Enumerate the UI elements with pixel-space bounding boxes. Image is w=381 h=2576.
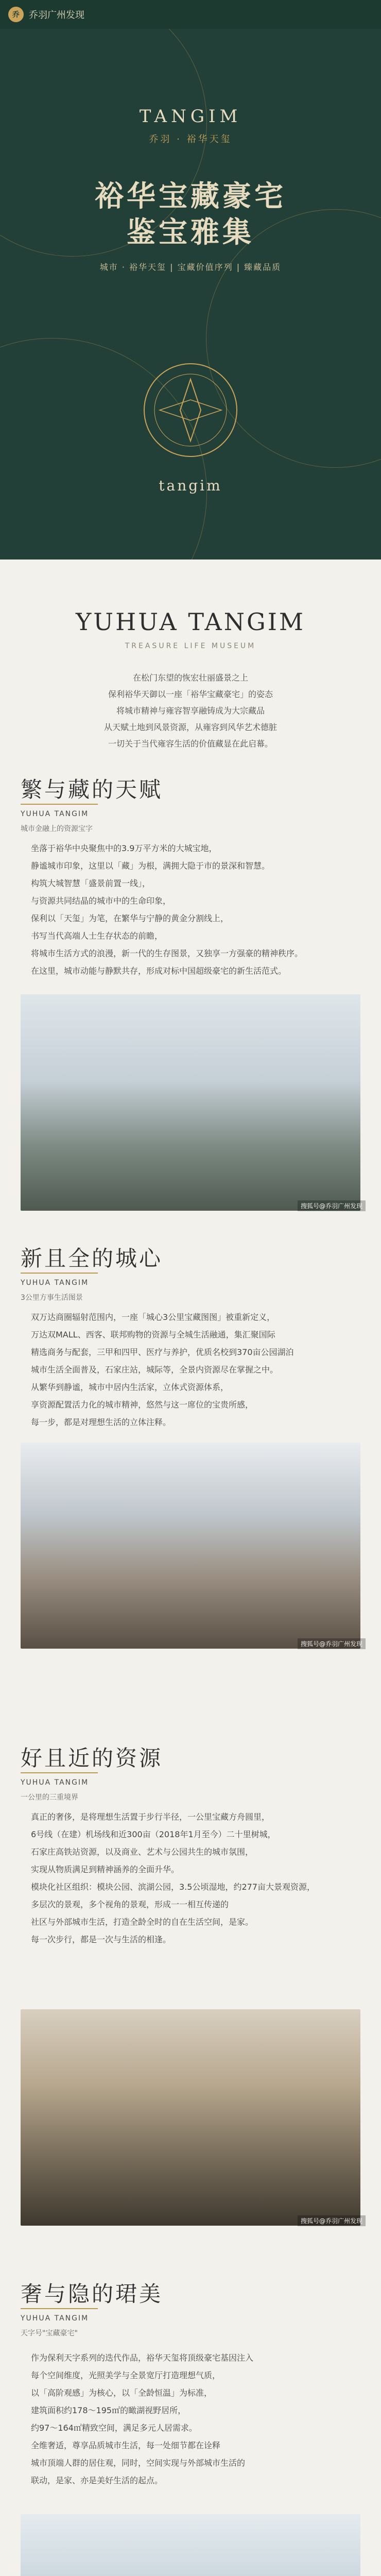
section4-en: YUHUA TANGIM — [21, 2314, 89, 2323]
lobby-interior-image — [21, 2009, 360, 2226]
text-line: 静谧城市印象，这里以「藏」为根，满拥大隐于市的景深和智慧。 — [31, 861, 270, 871]
section1-en: YUHUA TANGIM — [21, 810, 89, 818]
brand-name[interactable]: 乔羽广州发现 — [29, 10, 84, 21]
hero-brand: TANGIM — [139, 106, 242, 127]
section4-text — [31, 2349, 350, 2489]
intro-line: 一切关于当代雍容生活的价值藏显在此启幕。 — [108, 739, 273, 749]
section1-caption: 城市金融上的资源宝字 — [21, 825, 93, 833]
hero-emblem-text: tangim — [159, 477, 222, 494]
intro-subtitle: TREASURE LIFE MUSEUM — [125, 642, 256, 650]
text-line: 石家庄高铁站资源，以及商业、艺术与公园共生的城市氛围， — [31, 1847, 254, 1857]
text-line: 作为保利天字系列的迭代作品，裕华天玺将顶级豪宅基因注入 — [31, 2353, 254, 2363]
text-line: 享资源配置活力化的城市精神，悠然与这一席位的宝贵所感， — [31, 1400, 254, 1410]
text-line: 书写当代高端人士生存状态的前瞻， — [31, 931, 163, 941]
intro-line: 保利裕华天御以一座「裕华宝藏豪宅」的姿态 — [108, 689, 273, 699]
section3-caption: 一公里的三重境界 — [21, 1793, 78, 1802]
text-line: 实现从物质满足到精神涵养的全面升华。 — [31, 1865, 180, 1874]
watermark: 搜狐号@乔羽广州发现 — [298, 1200, 366, 1211]
text-line: 每个空间维度，光照美学与全景宽厅打造理想气质， — [31, 2370, 221, 2380]
section1-divider — [21, 804, 98, 805]
section2-divider — [21, 1273, 98, 1274]
watermark: 搜狐号@乔羽广州发现 — [298, 1638, 366, 1649]
hero-banner — [0, 29, 381, 560]
section3-text — [31, 1808, 350, 1948]
text-line: 万达双MALL、西客、联邦购物的资源与全城生活融通，集汇聚国际 — [31, 1330, 275, 1340]
text-line: 坐落于裕华中央聚焦中的3.9万平方米的大城宝地， — [31, 843, 217, 853]
text-line: 构筑大城智慧「盛景前置一线」， — [31, 878, 151, 888]
hero-title-line2: 鉴宝雅集 — [127, 215, 254, 249]
section3-title: 好且近的资源 — [21, 1745, 163, 1771]
intro-title: YUHUA TANGIM — [75, 608, 306, 636]
tower-exterior-image — [21, 2514, 360, 2576]
text-line: 模块化社区组织：模块公园、滨湖公园，3.5公顷湿地，约277亩大景观资源， — [31, 1882, 315, 1892]
intro-line: 从天赋土地到风景资源，从雍容到风华艺术德脏 — [103, 722, 277, 732]
text-line: 保利以「天玺」为笔，在繁华与宁静的黄金分割线上， — [31, 913, 229, 923]
intro-text — [62, 670, 319, 752]
section3-divider — [21, 1772, 98, 1773]
text-line: 城市顶端人群的居住观，同时，空间实现与外部城市生活的 — [31, 2458, 246, 2468]
text-line: 约97～164㎡精致空间，满足多元人居需求。 — [31, 2423, 197, 2433]
top-bar — [0, 0, 381, 29]
text-line: 城市生活全面普及，石家庄站，城际等，全景内资源尽在掌握之中。 — [31, 1365, 279, 1375]
section2-text — [31, 1309, 350, 1431]
section1-text — [31, 840, 350, 980]
hero-tags: 城市 · 裕华天玺 | 宝藏价值序列 | 臻藏品质 — [99, 262, 282, 272]
text-line: 在这里，城市动能与静默共存，形成对标中国超级豪宅的新生活范式。 — [31, 966, 287, 976]
text-line: 多层次的景观，多个视角的景观，形成一一相互传递的 — [31, 1900, 229, 1909]
section2-title: 新且全的城心 — [21, 1246, 163, 1271]
section4-caption: 天字号"宝藏豪宅" — [21, 2329, 78, 2337]
text-line: 精选商务与配套，三甲和四甲、医疗与养护，优质名校到370亩公园湖泊 — [31, 1347, 294, 1357]
section4-divider — [21, 2308, 98, 2309]
text-line: 与资源共同结晶的城市中的生命印象， — [31, 896, 171, 906]
section1-title: 繁与藏的天赋 — [21, 777, 163, 802]
text-line: 将城市生活方式的浪漫，新一代的生存图景，又独享一方强豪的精神秩序。 — [31, 948, 303, 958]
intro-line: 在松门东望的恢宏壮丽盛景之上 — [132, 673, 248, 683]
text-line: 以「高阶观感」为核心，以「全龄恒温」为标准， — [31, 2388, 213, 2398]
intro-line: 将城市精神与雍容智享融铸成为大宗藏品 — [116, 706, 265, 716]
street-commerce-image — [21, 1443, 360, 1649]
text-line: 全维奢适，尊享品质城市生活，每一处细节都在诠释 — [31, 2441, 221, 2450]
text-line: 社区与外部城市生活，打造全龄全时的自在生活空间，是家。 — [31, 1917, 254, 1927]
hero-title — [0, 178, 381, 250]
section3-en: YUHUA TANGIM — [21, 1778, 89, 1787]
text-line: 建筑面积约178～195㎡的瞰湖视野居所， — [31, 2405, 186, 2415]
text-line: 真正的奢侈，是将理想生活置于步行半径，一公里宝藏方舟圆里， — [31, 1812, 270, 1822]
section2-en: YUHUA TANGIM — [21, 1279, 89, 1287]
emblem-icon — [139, 359, 242, 462]
hero-brand-sub: 乔羽 · 裕华天玺 — [149, 134, 232, 145]
watermark: 搜狐号@乔羽广州发现 — [298, 2215, 366, 2226]
text-line: 联动，是家、亦是美好生活的起点。 — [31, 2476, 163, 2485]
text-line: 从繁华到静谧，城市中居内生活家，立体式资源体系， — [31, 1382, 229, 1392]
section2-caption: 3公里方事生活图景 — [21, 1294, 83, 1302]
text-line: 6号线（在建）机场线和近300亩（2018年1月至今）二十里树城， — [31, 1829, 276, 1839]
section4-title: 奢与隐的珺美 — [21, 2281, 163, 2307]
text-line: 双万达商圈辐射范围内，一座「城心3公里宝藏图图」被重新定义， — [31, 1312, 275, 1322]
text-line: 每一次步行，都是一次与生活的相逢。 — [31, 1935, 171, 1944]
brand-logo-icon[interactable]: 乔 — [8, 7, 24, 22]
text-line: 每一步，都是对理想生活的立体注释。 — [31, 1417, 171, 1427]
hero-title-line1: 裕华宝藏豪宅 — [95, 179, 286, 213]
aerial-city-image — [21, 994, 360, 1211]
